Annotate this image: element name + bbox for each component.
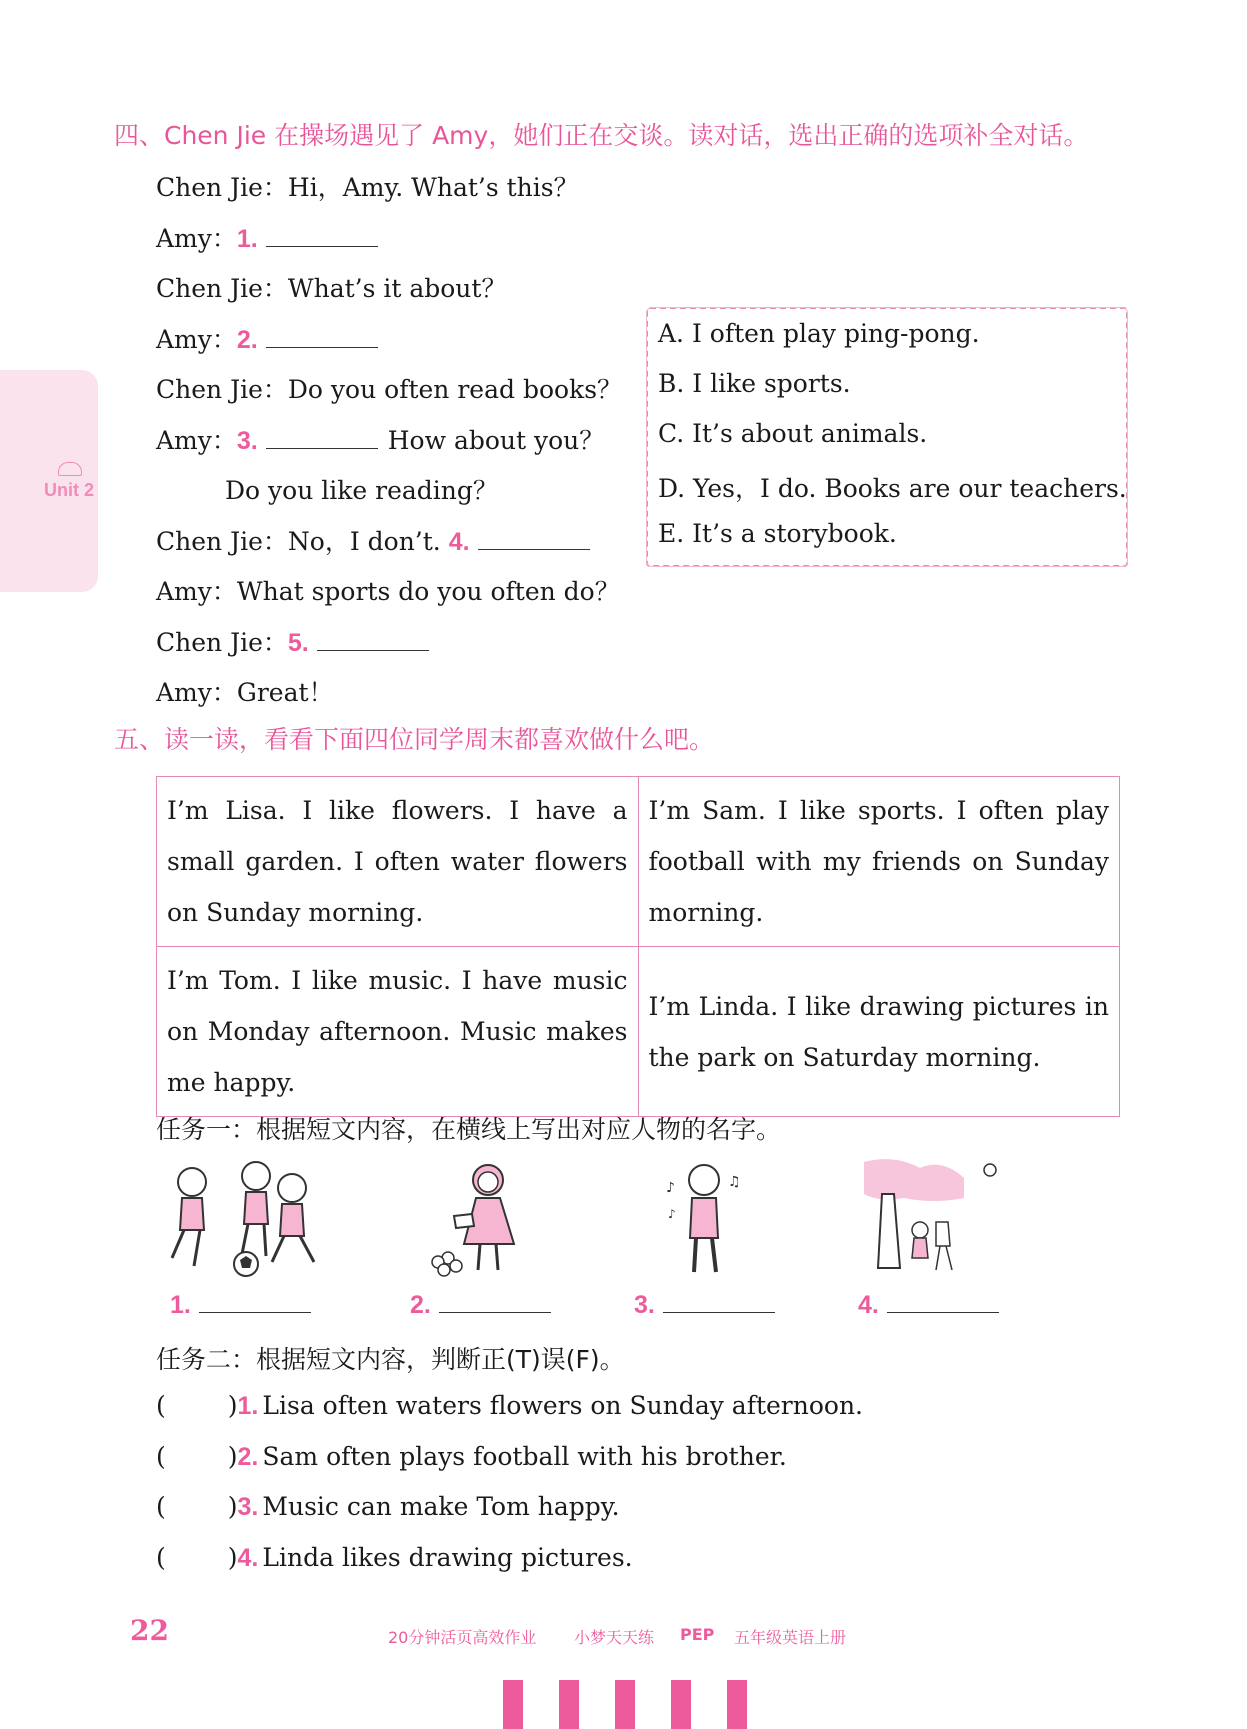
footer-edition: PEP (680, 1625, 715, 1644)
dialogue-text: Great！ (236, 678, 334, 707)
dialogue-line (156, 168, 579, 204)
speaker-name: Amy： (156, 678, 237, 707)
dialogue-line (156, 219, 378, 255)
item-text: Lisa often waters flowers on Sunday afternoon. (262, 1391, 863, 1420)
option-c: C. It’s about animals. (658, 419, 928, 448)
footer-grade: 五年级英语上册 (734, 1628, 847, 1647)
answer-paren-open[interactable]: ( (156, 1391, 166, 1420)
item-number: 3. (237, 1493, 259, 1521)
answer-paren-open[interactable]: ( (156, 1492, 166, 1521)
speaker-name: Amy： (156, 426, 237, 455)
item-number: 1. (237, 1392, 259, 1420)
unit-side-tab (0, 370, 98, 592)
dialogue-line (156, 269, 506, 305)
dialogue-text: Do you like reading？ (225, 476, 498, 505)
girl-drawing-in-park-picture (864, 1158, 1000, 1280)
unit-label: Unit 2 (44, 480, 95, 500)
section-5-title: 五、读一读，看看下面四位同学周末都喜欢做什么吧。 (114, 725, 715, 754)
option-e: E. It’s a storybook. (658, 519, 897, 548)
option-d: D. Yes，I do. Books are our teachers. (658, 474, 1127, 503)
dialogue-blank[interactable] (266, 224, 378, 247)
footer-series: 20分钟活页高效作业 (388, 1628, 537, 1647)
passage-linda: I’m Linda. I like drawing pictures in the park on Saturday morning. (638, 947, 1120, 1117)
speaker-name: Amy： (156, 577, 237, 606)
blank-number: 4. (448, 528, 470, 556)
page-number: 22 (130, 1614, 169, 1647)
passage-lisa: I’m Lisa. I like flowers. I have a small garden. I often water flowers on Sunday morning. (157, 777, 639, 947)
dialogue-blank[interactable] (266, 426, 378, 449)
blank-number: 1. (236, 225, 258, 253)
options-box (646, 307, 1128, 567)
blank-number: 5. (287, 629, 309, 657)
crown-icon (58, 462, 82, 476)
picture-num-3: 3. (634, 1291, 655, 1319)
blank-number: 3. (236, 427, 258, 455)
dialogue-line (225, 471, 498, 507)
svg-text:♪: ♪ (666, 1180, 675, 1196)
svg-text:♪: ♪ (668, 1207, 676, 1221)
dialogue-text: Do you often read books？ (287, 375, 623, 404)
svg-text:♫: ♫ (728, 1174, 741, 1190)
item-text: Linda likes drawing pictures. (262, 1543, 633, 1572)
answer-paren-close: ) (227, 1442, 238, 1471)
speaker-name: Amy： (156, 224, 237, 253)
answer-paren-close: ) (227, 1543, 238, 1572)
speaker-name: Chen Jie： (156, 274, 288, 303)
picture-answer-1 (170, 1290, 311, 1320)
picture-answer-3 (634, 1290, 775, 1320)
answer-paren-close: ) (227, 1391, 238, 1420)
dialogue-blank[interactable] (478, 527, 590, 550)
item-text: Music can make Tom happy. (262, 1492, 620, 1521)
item-number: 4. (237, 1544, 259, 1572)
option-a: A. I often play ping-pong. (658, 319, 980, 348)
true-false-item (156, 1391, 863, 1421)
picture-answer-2 (410, 1290, 551, 1320)
answer-paren-open[interactable]: ( (156, 1543, 166, 1572)
dialogue-text: What’s it about？ (287, 274, 507, 303)
item-number: 2. (237, 1443, 259, 1471)
picture-answer-4 (858, 1290, 999, 1320)
picture-num-2: 2. (410, 1291, 431, 1319)
football-kids-picture (154, 1158, 330, 1280)
answer-blank-1[interactable] (199, 1290, 311, 1313)
speaker-name: Amy： (156, 325, 237, 354)
dialogue-line (156, 623, 429, 659)
answer-blank-3[interactable] (663, 1290, 775, 1313)
dialogue-text-after: How about you？ (387, 426, 605, 455)
task-2-title: 任务二：根据短文内容，判断正(T)误(F)。 (156, 1345, 625, 1374)
answer-paren-open[interactable]: ( (156, 1442, 166, 1471)
picture-num-1: 1. (170, 1291, 191, 1319)
blank-number: 2. (236, 326, 258, 354)
true-false-item (156, 1543, 633, 1573)
true-false-item (156, 1442, 787, 1472)
answer-paren-close: ) (227, 1492, 238, 1521)
dialogue-line (156, 370, 622, 406)
dialogue-line (156, 421, 604, 457)
task-1-title: 任务一：根据短文内容，在横线上写出对应人物的名字。 (156, 1115, 782, 1144)
dialogue-line (156, 522, 590, 558)
dialogue-text: No，I don’t. (287, 527, 441, 556)
dialogue-blank[interactable] (317, 628, 429, 651)
true-false-item (156, 1492, 620, 1522)
answer-blank-2[interactable] (439, 1290, 551, 1313)
speaker-name: Chen Jie： (156, 173, 288, 202)
passage-tom: I’m Tom. I like music. I have music on Monday afternoon. Music makes me happy. (157, 947, 639, 1117)
speaker-name: Chen Jie： (156, 628, 288, 657)
dialogue-blank[interactable] (266, 325, 378, 348)
speaker-name: Chen Jie： (156, 375, 288, 404)
dialogue-line (156, 572, 620, 608)
girl-watering-flowers-picture (430, 1158, 540, 1280)
picture-num-4: 4. (858, 1291, 879, 1319)
item-text: Sam often plays football with his brother. (262, 1442, 787, 1471)
reading-table (156, 776, 1120, 1117)
dialogue-text: What sports do you often do？ (236, 577, 620, 606)
passage-sam: I’m Sam. I like sports. I often play football with my friends on Sunday morning. (638, 777, 1120, 947)
answer-blank-4[interactable] (887, 1290, 999, 1313)
dialogue-line (156, 320, 378, 356)
speaker-name: Chen Jie： (156, 527, 288, 556)
dialogue-text: Hi，Amy. What’s this？ (287, 173, 579, 202)
boy-singing-picture (664, 1158, 744, 1280)
dialogue-line (156, 673, 334, 709)
section-4-title: 四、Chen Jie 在操场遇见了 Amy，她们正在交谈。读对话，选出正确的选项补全对话。 (114, 121, 1089, 150)
option-b: B. I like sports. (658, 369, 851, 398)
footer-brand: 小梦天天练 (574, 1628, 655, 1647)
